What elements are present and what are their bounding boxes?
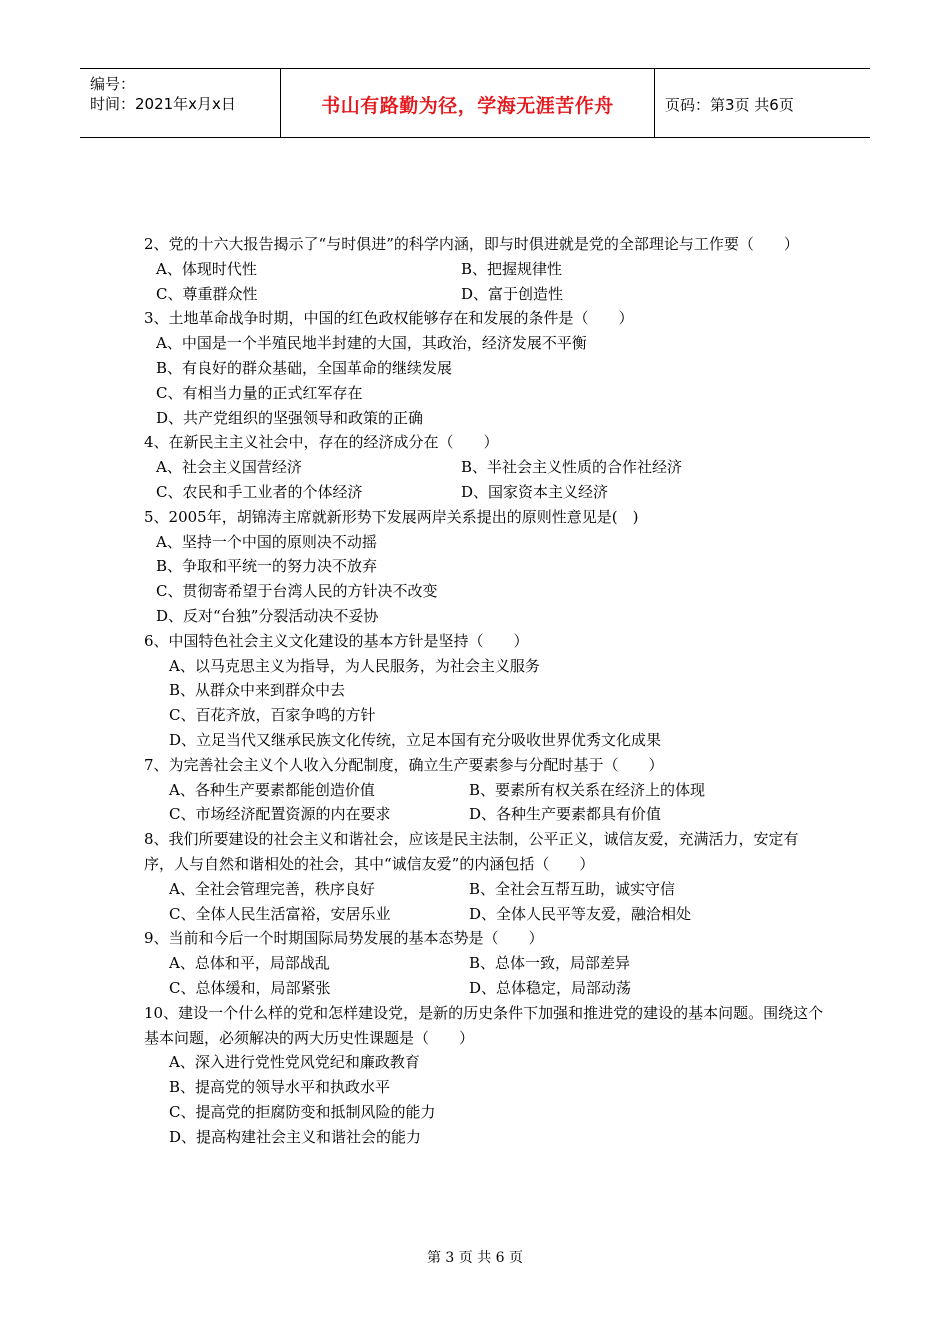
option-c: C、有相当力量的正式红军存在 [156, 383, 363, 402]
option-a: A、中国是一个半殖民地半封建的大国，其政治，经济发展不平衡 [156, 334, 587, 353]
option-b: B、总体一致，局部差异 [469, 954, 631, 973]
question-4 [144, 430, 824, 504]
option-b: B、有良好的群众基础，全国革命的继续发展 [156, 358, 453, 377]
option-row [144, 976, 824, 1001]
question-stem: 6、中国特色社会主义文化建设的基本方针是坚持（ ） [144, 631, 529, 650]
page-header [80, 68, 870, 138]
option-c: C、市场经济配置资源的内在要求 [169, 805, 391, 824]
option-d: D、国家资本主义经济 [461, 482, 609, 501]
option-row [144, 282, 824, 307]
page-footer: 第 3 页 共 6 页 [426, 1250, 524, 1266]
option-b: B、把握规律性 [461, 259, 563, 278]
option-b: B、全社会互帮互助，诚实守信 [469, 879, 676, 898]
option-a: A、社会主义国营经济 [156, 458, 302, 477]
option-a: A、以马克思主义为指导，为人民服务，为社会主义服务 [169, 656, 540, 675]
option-d: D、富于创造性 [461, 284, 564, 303]
option-b: B、提高党的领导水平和执政水平 [169, 1078, 391, 1097]
question-6 [144, 629, 824, 753]
header-right-cell [655, 69, 870, 137]
option-d: D、全体人民平等友爱，融洽相处 [469, 904, 692, 923]
question-stem: 3、土地革命战争时期，中国的红色政权能够存在和发展的条件是（ ） [144, 309, 634, 328]
option-a: A、各种生产要素都能创造价值 [169, 780, 375, 799]
option-a: A、体现时代性 [156, 259, 257, 278]
option-c: C、农民和手工业者的个体经济 [156, 482, 363, 501]
option-row [144, 902, 824, 927]
option-d: D、反对“台独”分裂活动决不妥协 [156, 606, 379, 625]
header-middle-cell [281, 69, 655, 137]
option-b: B、从群众中来到群众中去 [169, 681, 346, 700]
option-row [144, 257, 824, 282]
question-stem: 7、为完善社会主义个人收入分配制度，确立生产要素参与分配时基于（ ） [144, 755, 664, 774]
question-5 [144, 505, 824, 629]
question-3 [144, 306, 824, 430]
question-10 [144, 1001, 824, 1150]
option-c: C、百花齐放，百家争鸣的方针 [169, 706, 376, 725]
option-d: D、立足当代又继承民族文化传统，立足本国有充分吸收世界优秀文化成果 [169, 730, 662, 749]
option-row [144, 455, 824, 480]
document-number-label: 编号： [90, 75, 136, 93]
option-c: C、贯彻寄希望于台湾人民的方针决不改变 [156, 582, 438, 601]
option-row [144, 778, 824, 803]
option-row [144, 480, 824, 505]
question-9 [144, 926, 824, 1000]
option-row [144, 802, 824, 827]
option-c: C、提高党的拒腐防变和抵制风险的能力 [169, 1102, 436, 1121]
option-b: B、争取和平统一的努力决不放弃 [156, 557, 378, 576]
question-2 [144, 232, 824, 306]
question-stem: 4、在新民主主义社会中，存在的经济成分在（ ） [144, 433, 499, 452]
header-page-label: 页码：第3页 共6页 [665, 96, 794, 114]
option-d: D、总体稳定，局部动荡 [469, 978, 632, 997]
option-c: C、尊重群众性 [156, 284, 258, 303]
option-row [144, 877, 824, 902]
option-c: C、总体缓和，局部紧张 [169, 978, 331, 997]
option-a: A、全社会管理完善，秩序良好 [169, 879, 375, 898]
document-time-label: 时间：2021年x月x日 [90, 95, 236, 113]
option-row [144, 951, 824, 976]
option-b: B、半社会主义性质的合作社经济 [461, 458, 683, 477]
option-a: A、总体和平，局部战乱 [169, 954, 330, 973]
question-stem: 9、当前和今后一个时期国际局势发展的基本态势是（ ） [144, 929, 544, 948]
header-motto: 书山有路勤为径，学海无涯苦作舟 [321, 95, 614, 117]
question-stem: 2、党的十六大报告揭示了“与时俱进”的科学内涵，即与时俱进就是党的全部理论与工作要（ ） [144, 235, 799, 253]
option-c: C、全体人民生活富裕，安居乐业 [169, 904, 391, 923]
option-d: D、各种生产要素都具有价值 [469, 805, 662, 824]
question-8 [144, 827, 824, 926]
option-b: B、要素所有权关系在经济上的体现 [469, 780, 706, 799]
option-a: A、坚持一个中国的原则决不动摇 [156, 532, 377, 551]
option-d: D、提高构建社会主义和谐社会的能力 [169, 1127, 422, 1146]
question-stem: 8、我们所要建设的社会主义和谐社会，应该是民主法制，公平正义，诚信友爱，充满活力，安定有序，人与自然和谐相处的社会，其中“诚信友爱”的内涵包括（ ） [144, 830, 799, 873]
question-stem: 5、2005年，胡锦涛主席就新形势下发展两岸关系提出的原则性意见是( ) [144, 507, 639, 526]
question-stem: 10、建设一个什么样的党和怎样建设党，是新的历史条件下加强和推进党的建设的基本问题。围绕这个基本问题，必须解决的两大历史性课题是（ ） [144, 1003, 824, 1047]
option-d: D、共产党组织的坚强领导和政策的正确 [156, 408, 424, 427]
option-a: A、深入进行党性党风党纪和廉政教育 [169, 1053, 420, 1072]
question-list [144, 232, 824, 1149]
question-7 [144, 753, 824, 827]
header-left-cell [80, 69, 281, 137]
